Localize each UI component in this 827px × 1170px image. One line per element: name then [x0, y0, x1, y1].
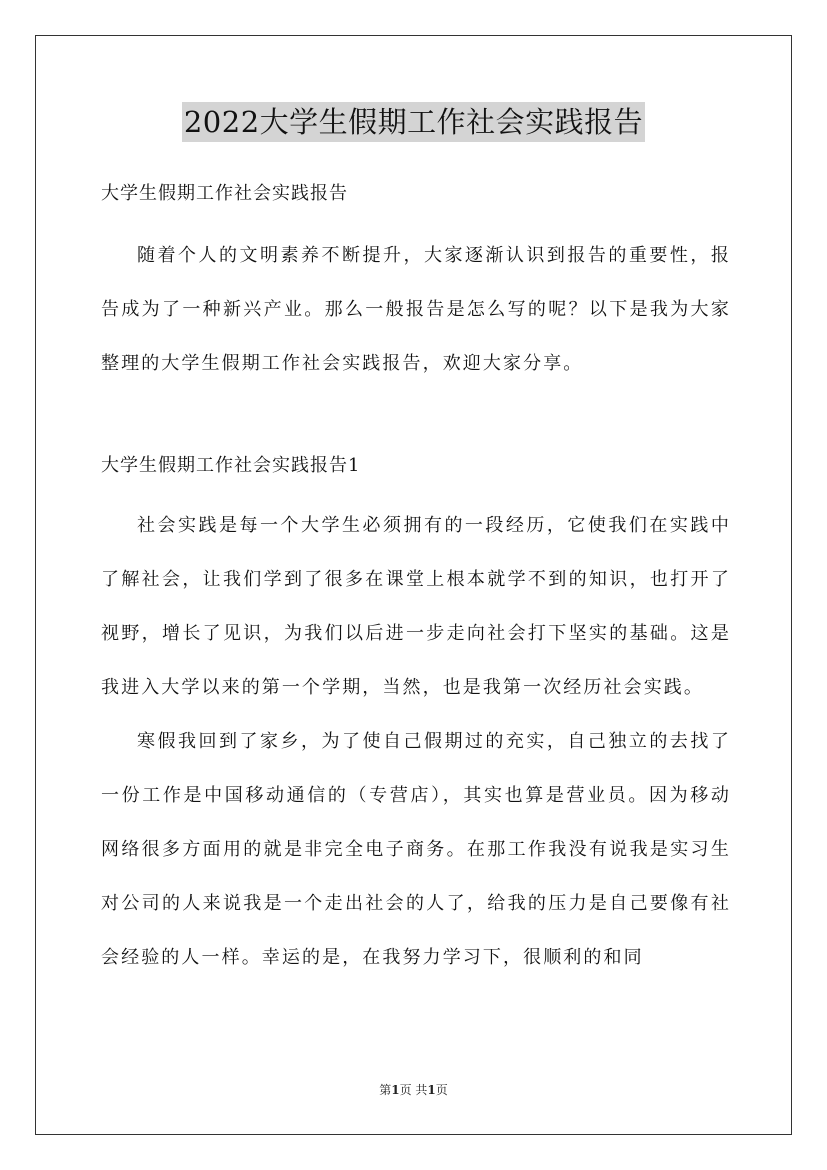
page-footer	[0, 1082, 827, 1098]
footer-suffix: 页	[435, 1083, 448, 1097]
body-paragraph-2: 寒假我回到了家乡，为了使自己假期过的充实，自己独立的去找了一份工作是中国移动通信的（专营店），其实也算是营业员。因为移动网络很多方面用的就是非完全电子商务。在那工作我没有说我是实习生对公司的人来说我是一个走出社会的人了，给我的压力是自己要像有社会经验的人一样。幸运的是，在我努力学习下，很顺利的和同	[101, 731, 731, 968]
section-heading: 大学生假期工作社会实践报告1	[101, 455, 361, 476]
document-title: 2022大学生假期工作社会实践报告	[182, 102, 645, 142]
intro-paragraph: 随着个人的文明素养不断提升，大家逐渐认识到报告的重要性，报告成为了一种新兴产业。那么一般报告是怎么写的呢？以下是我为大家整理的大学生假期工作社会实践报告，欢迎大家分享。	[101, 245, 731, 374]
title-container	[0, 102, 827, 142]
footer-page-total: 1	[427, 1083, 436, 1097]
footer-mid: 页 共	[399, 1083, 428, 1097]
footer-page-current: 1	[391, 1083, 400, 1097]
body-paragraph-1: 社会实践是每一个大学生必须拥有的一段经历，它使我们在实践中了解社会，让我们学到了很多在课堂上根本就学不到的知识，也打开了视野，增长了见识，为我们以后进一步走向社会打下坚实的基础。这是我进入大学以来的第一个学期，当然，也是我第一次经历社会实践。	[101, 515, 731, 698]
footer-prefix: 第	[379, 1083, 392, 1097]
document-body	[101, 175, 731, 985]
document-subtitle: 大学生假期工作社会实践报告	[101, 183, 348, 204]
